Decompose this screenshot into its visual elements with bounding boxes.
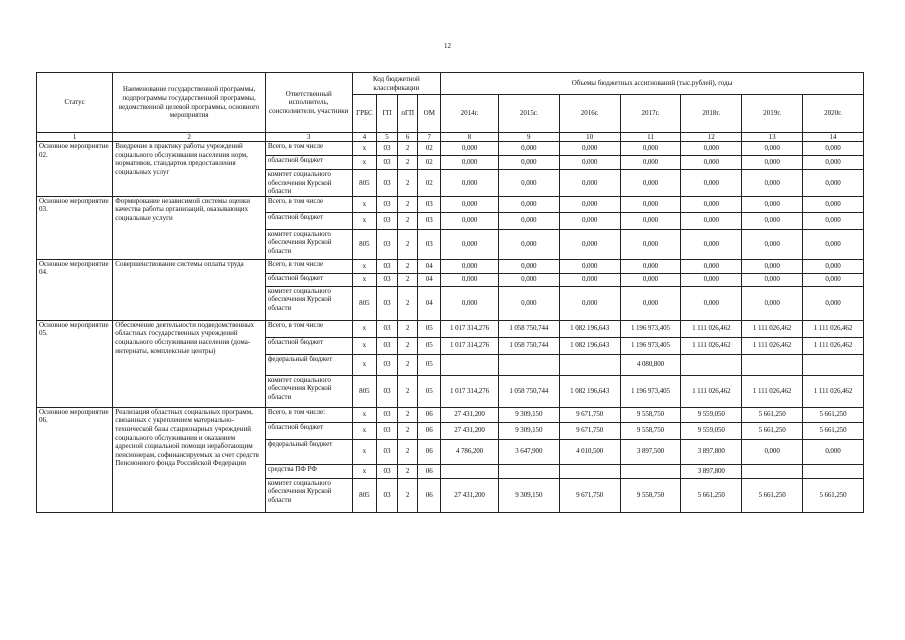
value-cell: 0,000 xyxy=(742,212,803,229)
value-cell: 1 111 026,462 xyxy=(742,320,803,337)
value-cell: 0,000 xyxy=(681,170,742,197)
column-number: 8 xyxy=(441,133,499,142)
header-year: 2019г. xyxy=(742,95,803,133)
value-cell: 1 196 973,405 xyxy=(620,320,681,337)
column-number: 7 xyxy=(418,133,441,142)
code-cell: 06 xyxy=(418,439,441,464)
header-year: 2017г. xyxy=(620,95,681,133)
value-cell: 1 111 026,462 xyxy=(803,320,864,337)
value-cell: 0,000 xyxy=(620,142,681,156)
value-cell: 1 111 026,462 xyxy=(681,375,742,407)
value-cell: 0,000 xyxy=(803,273,864,286)
value-cell: 0,000 xyxy=(620,229,681,259)
header-executor: Ответственный исполнитель, соисполнители, участники xyxy=(265,73,352,133)
value-cell: 9 309,150 xyxy=(498,407,559,422)
value-cell: 4 010,500 xyxy=(559,439,620,464)
code-cell: х xyxy=(352,156,377,170)
value-cell: 0,000 xyxy=(498,142,559,156)
value-cell: 0,000 xyxy=(559,286,620,320)
code-cell: 2 xyxy=(397,196,418,212)
value-cell: 9 559,050 xyxy=(681,407,742,422)
value-cell: 1 082 196,643 xyxy=(559,337,620,354)
value-cell: 0,000 xyxy=(742,286,803,320)
executor-cell: областной бюджет xyxy=(265,422,352,439)
value-cell: 0,000 xyxy=(620,196,681,212)
value-cell xyxy=(441,464,499,478)
value-cell: 1 111 026,462 xyxy=(742,337,803,354)
executor-cell: комитет социального обеспечения Курской области xyxy=(265,229,352,259)
code-cell: 02 xyxy=(418,170,441,197)
code-cell: 805 xyxy=(352,229,377,259)
value-cell: 9 309,150 xyxy=(498,422,559,439)
value-cell: 0,000 xyxy=(803,259,864,273)
value-cell: 0,000 xyxy=(620,156,681,170)
value-cell: 0,000 xyxy=(498,286,559,320)
value-cell: 0,000 xyxy=(803,170,864,197)
code-cell: 05 xyxy=(418,337,441,354)
executor-cell: областной бюджет xyxy=(265,273,352,286)
value-cell: 0,000 xyxy=(681,273,742,286)
code-cell: 05 xyxy=(418,375,441,407)
table-row xyxy=(37,142,864,156)
value-cell: 0,000 xyxy=(559,229,620,259)
value-cell xyxy=(620,464,681,478)
value-cell: 9 671,750 xyxy=(559,422,620,439)
code-cell: 2 xyxy=(397,170,418,197)
value-cell: 0,000 xyxy=(441,196,499,212)
header-code: ГП xyxy=(377,95,398,133)
value-cell: 9 309,150 xyxy=(498,478,559,512)
header-year: 2014г. xyxy=(441,95,499,133)
value-cell: 0,000 xyxy=(559,196,620,212)
code-cell: 2 xyxy=(397,212,418,229)
header-status: Статус xyxy=(37,73,113,133)
code-cell: х xyxy=(352,439,377,464)
header-code-group: Код бюджетной классификации xyxy=(352,73,441,95)
code-cell: х xyxy=(352,320,377,337)
code-cell: 2 xyxy=(397,229,418,259)
code-cell: 2 xyxy=(397,464,418,478)
code-cell: 2 xyxy=(397,337,418,354)
value-cell: 0,000 xyxy=(803,229,864,259)
code-cell: 03 xyxy=(377,422,398,439)
value-cell: 9 559,050 xyxy=(681,422,742,439)
value-cell: 0,000 xyxy=(559,156,620,170)
code-cell: х xyxy=(352,354,377,375)
measure-name-cell: Формирование независимой системы оценки качества работы организаций, оказывающих социальные услуги xyxy=(113,196,266,259)
value-cell: 0,000 xyxy=(681,156,742,170)
value-cell: 0,000 xyxy=(498,229,559,259)
budget-table xyxy=(36,72,864,513)
value-cell xyxy=(559,354,620,375)
value-cell: 1 082 196,643 xyxy=(559,320,620,337)
code-cell: 03 xyxy=(377,286,398,320)
value-cell: 9 558,750 xyxy=(620,478,681,512)
value-cell: 0,000 xyxy=(681,196,742,212)
code-cell: 805 xyxy=(352,170,377,197)
table-row xyxy=(37,196,864,212)
code-cell: 2 xyxy=(397,156,418,170)
value-cell: 0,000 xyxy=(803,142,864,156)
executor-cell: комитет социального обеспечения Курской области xyxy=(265,286,352,320)
code-cell: 03 xyxy=(377,196,398,212)
header-year: 2018г. xyxy=(681,95,742,133)
value-cell: 0,000 xyxy=(681,212,742,229)
code-cell: 2 xyxy=(397,407,418,422)
value-cell: 0,000 xyxy=(559,142,620,156)
value-cell: 9 558,750 xyxy=(620,407,681,422)
value-cell: 1 082 196,643 xyxy=(559,375,620,407)
value-cell: 0,000 xyxy=(742,170,803,197)
header-code: ГРБС xyxy=(352,95,377,133)
code-cell: х xyxy=(352,259,377,273)
executor-cell: комитет социального обеспечения Курской области xyxy=(265,170,352,197)
value-cell: 1 017 314,276 xyxy=(441,337,499,354)
value-cell: 0,000 xyxy=(803,196,864,212)
value-cell: 0,000 xyxy=(620,286,681,320)
value-cell: 1 017 314,276 xyxy=(441,320,499,337)
code-cell: 03 xyxy=(418,212,441,229)
value-cell: 0,000 xyxy=(742,196,803,212)
code-cell: 03 xyxy=(377,478,398,512)
value-cell: 0,000 xyxy=(803,439,864,464)
value-cell: 0,000 xyxy=(441,273,499,286)
value-cell: 0,000 xyxy=(742,229,803,259)
code-cell: 2 xyxy=(397,259,418,273)
header-code: ОМ xyxy=(418,95,441,133)
executor-cell: областной бюджет xyxy=(265,337,352,354)
executor-cell: средства ПФ РФ xyxy=(265,464,352,478)
column-number: 4 xyxy=(352,133,377,142)
column-number: 3 xyxy=(265,133,352,142)
value-cell: 3 897,800 xyxy=(681,439,742,464)
status-cell: Основное мероприятие 02. xyxy=(37,142,113,197)
value-cell: 3 647,900 xyxy=(498,439,559,464)
code-cell: х xyxy=(352,196,377,212)
value-cell: 5 661,250 xyxy=(742,478,803,512)
code-cell: 03 xyxy=(377,212,398,229)
code-cell: 02 xyxy=(418,142,441,156)
executor-cell: Всего, в том числе: xyxy=(265,407,352,422)
value-cell: 0,000 xyxy=(441,286,499,320)
code-cell: 03 xyxy=(377,142,398,156)
value-cell: 1 058 750,744 xyxy=(498,337,559,354)
value-cell: 0,000 xyxy=(620,259,681,273)
code-cell: 06 xyxy=(418,464,441,478)
code-cell: 805 xyxy=(352,286,377,320)
column-number: 5 xyxy=(377,133,398,142)
code-cell: 2 xyxy=(397,142,418,156)
value-cell: 0,000 xyxy=(498,156,559,170)
value-cell: 1 196 973,405 xyxy=(620,375,681,407)
code-cell: 06 xyxy=(418,407,441,422)
value-cell: 5 661,250 xyxy=(803,422,864,439)
code-cell: 05 xyxy=(418,354,441,375)
code-cell: 03 xyxy=(418,229,441,259)
value-cell: 4 080,800 xyxy=(620,354,681,375)
code-cell: 2 xyxy=(397,439,418,464)
value-cell: 0,000 xyxy=(742,156,803,170)
value-cell: 1 111 026,462 xyxy=(803,337,864,354)
value-cell: 0,000 xyxy=(620,273,681,286)
value-cell: 0,000 xyxy=(681,259,742,273)
code-cell: х xyxy=(352,464,377,478)
value-cell: 3 897,500 xyxy=(620,439,681,464)
code-cell: 04 xyxy=(418,286,441,320)
code-cell: 2 xyxy=(397,422,418,439)
value-cell: 0,000 xyxy=(559,170,620,197)
code-cell: 03 xyxy=(377,259,398,273)
code-cell: 805 xyxy=(352,375,377,407)
code-cell: 03 xyxy=(377,337,398,354)
value-cell: 27 431,200 xyxy=(441,407,499,422)
code-cell: 03 xyxy=(377,375,398,407)
value-cell: 0,000 xyxy=(441,142,499,156)
value-cell: 0,000 xyxy=(681,142,742,156)
code-cell: 2 xyxy=(397,375,418,407)
column-number: 6 xyxy=(397,133,418,142)
code-cell: 2 xyxy=(397,286,418,320)
value-cell: 1 111 026,462 xyxy=(803,375,864,407)
value-cell: 0,000 xyxy=(441,156,499,170)
executor-cell: комитет социального обеспечения Курской области xyxy=(265,375,352,407)
header-year: 2015г. xyxy=(498,95,559,133)
code-cell: 04 xyxy=(418,259,441,273)
code-cell: 03 xyxy=(377,229,398,259)
code-cell: 03 xyxy=(377,170,398,197)
value-cell: 0,000 xyxy=(498,196,559,212)
value-cell: 1 111 026,462 xyxy=(681,320,742,337)
column-number: 14 xyxy=(803,133,864,142)
measure-name-cell: Обеспечение деятельности подведомственных областных государственных учреждений социального обслуживания населения (дома-интернаты, комплексные центры) xyxy=(113,320,266,407)
table-row xyxy=(37,259,864,273)
executor-cell: Всего, в том числе xyxy=(265,196,352,212)
code-cell: 03 xyxy=(377,273,398,286)
code-cell: 05 xyxy=(418,320,441,337)
measure-name-cell: Реализация областных социальных программ, связанных с укреплением материально-технической базы стационарных учреждений социального обслуживания и оказанием адресной социальной помощи неработающим пенсионерам, софинансируемых за счет средств Пенсионного фонда Российской Федерации xyxy=(113,407,266,512)
executor-cell: областной бюджет xyxy=(265,212,352,229)
header-year: 2020г. xyxy=(803,95,864,133)
column-number: 9 xyxy=(498,133,559,142)
code-cell: 02 xyxy=(418,156,441,170)
value-cell: 5 661,250 xyxy=(803,478,864,512)
value-cell: 1 058 750,744 xyxy=(498,320,559,337)
value-cell: 27 431,200 xyxy=(441,422,499,439)
status-cell: Основное мероприятие 05. xyxy=(37,320,113,407)
value-cell: 1 017 314,276 xyxy=(441,375,499,407)
measure-name-cell: Внедрение в практику работы учреждений социального обслуживания населения норм, нормативов, стандартов предоставления социальных услуг xyxy=(113,142,266,197)
value-cell: 0,000 xyxy=(803,212,864,229)
header-year: 2016г. xyxy=(559,95,620,133)
code-cell: 03 xyxy=(377,464,398,478)
value-cell: 5 661,250 xyxy=(742,407,803,422)
value-cell xyxy=(803,354,864,375)
executor-cell: областной бюджет xyxy=(265,156,352,170)
code-cell: х xyxy=(352,142,377,156)
value-cell: 1 111 026,462 xyxy=(681,337,742,354)
value-cell: 0,000 xyxy=(441,259,499,273)
executor-cell: Всего, в том числе xyxy=(265,142,352,156)
executor-cell: федеральный бюджет xyxy=(265,439,352,464)
code-cell: 805 xyxy=(352,478,377,512)
code-cell: 04 xyxy=(418,273,441,286)
code-cell: х xyxy=(352,212,377,229)
value-cell: 0,000 xyxy=(681,229,742,259)
value-cell: 4 786,200 xyxy=(441,439,499,464)
code-cell: х xyxy=(352,273,377,286)
value-cell: 0,000 xyxy=(803,286,864,320)
value-cell: 0,000 xyxy=(742,259,803,273)
value-cell: 0,000 xyxy=(441,229,499,259)
executor-cell: комитет социального обеспечения Курской области xyxy=(265,478,352,512)
value-cell: 3 897,800 xyxy=(681,464,742,478)
code-cell: 2 xyxy=(397,354,418,375)
value-cell: 0,000 xyxy=(559,212,620,229)
code-cell: х xyxy=(352,407,377,422)
executor-cell: федеральный бюджет xyxy=(265,354,352,375)
header-code: пГП xyxy=(397,95,418,133)
value-cell: 0,000 xyxy=(803,156,864,170)
page-number: 12 xyxy=(444,42,451,50)
code-cell: 2 xyxy=(397,273,418,286)
code-cell: 03 xyxy=(377,407,398,422)
value-cell: 0,000 xyxy=(498,273,559,286)
executor-cell: Всего, в том числе xyxy=(265,320,352,337)
value-cell: 5 661,250 xyxy=(803,407,864,422)
code-cell: 2 xyxy=(397,320,418,337)
value-cell: 0,000 xyxy=(559,273,620,286)
table-row xyxy=(37,407,864,422)
value-cell: 0,000 xyxy=(498,212,559,229)
measure-name-cell: Совершенствование системы оплаты труда xyxy=(113,259,266,320)
value-cell: 0,000 xyxy=(742,142,803,156)
value-cell: 0,000 xyxy=(559,259,620,273)
value-cell xyxy=(742,354,803,375)
value-cell: 9 671,750 xyxy=(559,478,620,512)
value-cell: 0,000 xyxy=(742,273,803,286)
value-cell: 0,000 xyxy=(441,212,499,229)
value-cell xyxy=(803,464,864,478)
column-number: 11 xyxy=(620,133,681,142)
column-number: 13 xyxy=(742,133,803,142)
column-number: 12 xyxy=(681,133,742,142)
status-cell: Основное мероприятие 06. xyxy=(37,407,113,512)
value-cell xyxy=(742,464,803,478)
code-cell: 03 xyxy=(377,156,398,170)
header-name: Наименование государственной программы, подпрограммы государственной программы, ведомственной целевой программы, основного мероприятия xyxy=(113,73,266,133)
value-cell: 0,000 xyxy=(681,286,742,320)
column-number: 1 xyxy=(37,133,113,142)
status-cell: Основное мероприятие 03. xyxy=(37,196,113,259)
code-cell: 03 xyxy=(377,320,398,337)
value-cell: 0,000 xyxy=(620,212,681,229)
code-cell: 2 xyxy=(397,478,418,512)
value-cell: 0,000 xyxy=(441,170,499,197)
value-cell xyxy=(441,354,499,375)
value-cell xyxy=(681,354,742,375)
column-number: 10 xyxy=(559,133,620,142)
code-cell: 06 xyxy=(418,422,441,439)
value-cell xyxy=(498,354,559,375)
executor-cell: Всего, в том числе xyxy=(265,259,352,273)
value-cell: 1 196 973,405 xyxy=(620,337,681,354)
value-cell: 5 661,250 xyxy=(742,422,803,439)
value-cell: 1 111 026,462 xyxy=(742,375,803,407)
column-number: 2 xyxy=(113,133,266,142)
code-cell: х xyxy=(352,422,377,439)
column-numbers-row xyxy=(37,133,864,142)
code-cell: х xyxy=(352,337,377,354)
value-cell: 9 671,750 xyxy=(559,407,620,422)
value-cell: 0,000 xyxy=(620,170,681,197)
value-cell xyxy=(498,464,559,478)
code-cell: 03 xyxy=(377,439,398,464)
value-cell: 27 431,200 xyxy=(441,478,499,512)
code-cell: 03 xyxy=(418,196,441,212)
table-row xyxy=(37,320,864,337)
code-cell: 03 xyxy=(377,354,398,375)
status-cell: Основное мероприятие 04. xyxy=(37,259,113,320)
value-cell xyxy=(559,464,620,478)
header-volumes-group: Объемы бюджетных ассигнований (тыс.рублей), годы xyxy=(441,73,864,95)
value-cell: 0,000 xyxy=(498,170,559,197)
value-cell: 1 058 750,744 xyxy=(498,375,559,407)
value-cell: 5 661,250 xyxy=(681,478,742,512)
value-cell: 9 558,750 xyxy=(620,422,681,439)
value-cell: 0,000 xyxy=(498,259,559,273)
code-cell: 06 xyxy=(418,478,441,512)
value-cell: 0,000 xyxy=(742,439,803,464)
